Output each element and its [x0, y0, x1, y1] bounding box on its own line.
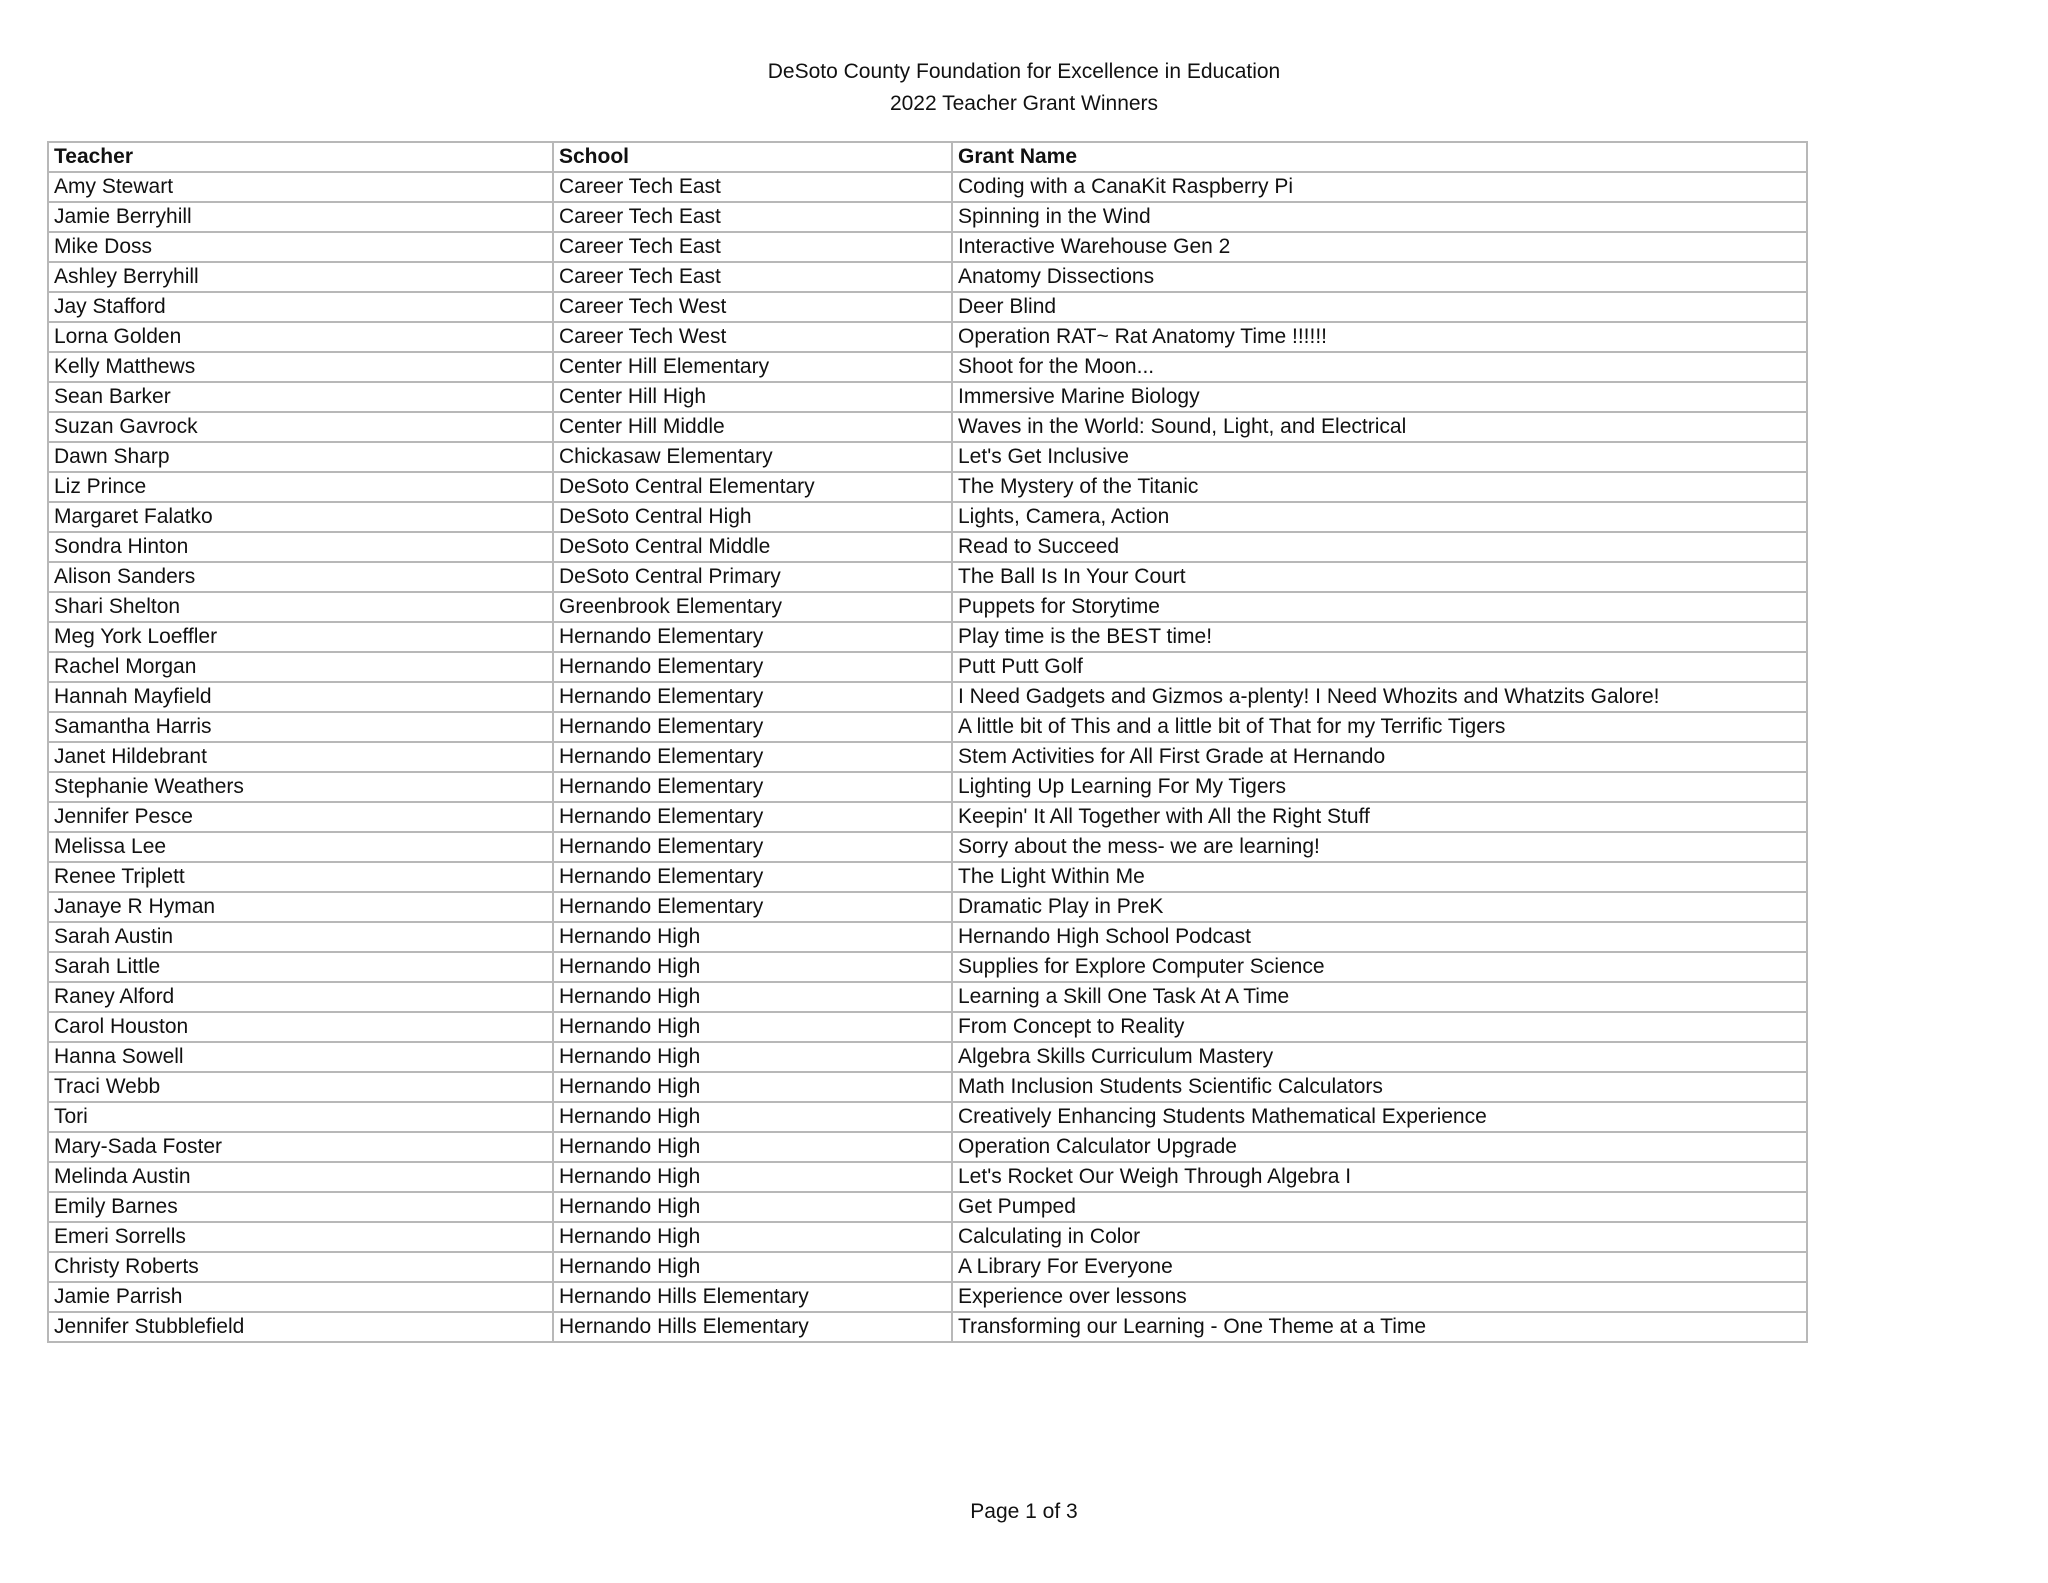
school-cell: Hernando High: [553, 1192, 952, 1222]
school-cell: Hernando Elementary: [553, 682, 952, 712]
grant-name-cell: The Mystery of the Titanic: [952, 472, 1807, 502]
school-cell: Hernando Hills Elementary: [553, 1312, 952, 1342]
grant-name-cell: The Light Within Me: [952, 862, 1807, 892]
grant-name-cell: Shoot for the Moon...: [952, 352, 1807, 382]
teacher-cell: Shari Shelton: [48, 592, 553, 622]
grant-name-cell: Learning a Skill One Task At A Time: [952, 982, 1807, 1012]
school-cell: Greenbrook Elementary: [553, 592, 952, 622]
grant-name-cell: From Concept to Reality: [952, 1012, 1807, 1042]
table-row: [48, 202, 1807, 232]
school-cell: Hernando Elementary: [553, 622, 952, 652]
school-cell: Center Hill Middle: [553, 412, 952, 442]
table-row: [48, 502, 1807, 532]
teacher-cell: Janaye R Hyman: [48, 892, 553, 922]
table-row: [48, 262, 1807, 292]
school-cell: Hernando Elementary: [553, 862, 952, 892]
grant-name-cell: Let's Get Inclusive: [952, 442, 1807, 472]
school-cell: Hernando Hills Elementary: [553, 1282, 952, 1312]
teacher-cell: Ashley Berryhill: [48, 262, 553, 292]
table-row: [48, 682, 1807, 712]
school-cell: Hernando Elementary: [553, 742, 952, 772]
teacher-cell: Sondra Hinton: [48, 532, 553, 562]
table-row: [48, 1102, 1807, 1132]
grant-name-cell: Anatomy Dissections: [952, 262, 1807, 292]
school-cell: Center Hill High: [553, 382, 952, 412]
grant-name-cell: Creatively Enhancing Students Mathematical Experience: [952, 1102, 1807, 1132]
teacher-cell: Jamie Berryhill: [48, 202, 553, 232]
school-cell: Hernando High: [553, 1042, 952, 1072]
school-cell: Hernando High: [553, 1162, 952, 1192]
teacher-cell: Dawn Sharp: [48, 442, 553, 472]
table-row: [48, 982, 1807, 1012]
teacher-cell: Jennifer Pesce: [48, 802, 553, 832]
table-row: [48, 892, 1807, 922]
grant-name-cell: Hernando High School Podcast: [952, 922, 1807, 952]
teacher-cell: Tori: [48, 1102, 553, 1132]
teacher-cell: Jay Stafford: [48, 292, 553, 322]
grant-name-cell: Supplies for Explore Computer Science: [952, 952, 1807, 982]
table-row: [48, 952, 1807, 982]
teacher-cell: Raney Alford: [48, 982, 553, 1012]
grant-name-cell: Stem Activities for All First Grade at Hernando: [952, 742, 1807, 772]
table-row: [48, 802, 1807, 832]
table-row: [48, 742, 1807, 772]
teacher-cell: Stephanie Weathers: [48, 772, 553, 802]
grant-name-cell: Puppets for Storytime: [952, 592, 1807, 622]
teacher-cell: Janet Hildebrant: [48, 742, 553, 772]
table-row: [48, 712, 1807, 742]
school-cell: Hernando High: [553, 1132, 952, 1162]
school-cell: DeSoto Central Elementary: [553, 472, 952, 502]
school-cell: Hernando High: [553, 1222, 952, 1252]
teacher-cell: Sarah Little: [48, 952, 553, 982]
school-cell: DeSoto Central Middle: [553, 532, 952, 562]
table-row: [48, 1132, 1807, 1162]
grant-name-cell: Read to Succeed: [952, 532, 1807, 562]
grant-name-cell: Sorry about the mess- we are learning!: [952, 832, 1807, 862]
teacher-cell: Meg York Loeffler: [48, 622, 553, 652]
grant-name-cell: Lighting Up Learning For My Tigers: [952, 772, 1807, 802]
school-cell: DeSoto Central Primary: [553, 562, 952, 592]
table-row: [48, 922, 1807, 952]
teacher-cell: Renee Triplett: [48, 862, 553, 892]
grant-name-cell: Let's Rocket Our Weigh Through Algebra I: [952, 1162, 1807, 1192]
table-row: [48, 1072, 1807, 1102]
table-row: [48, 442, 1807, 472]
teacher-cell: Mary-Sada Foster: [48, 1132, 553, 1162]
document-header: [0, 56, 2048, 120]
grant-name-cell: Interactive Warehouse Gen 2: [952, 232, 1807, 262]
table-row: [48, 1312, 1807, 1342]
table-row: [48, 352, 1807, 382]
school-cell: Hernando High: [553, 1012, 952, 1042]
table-row: [48, 1282, 1807, 1312]
column-header-grant-name: Grant Name: [952, 142, 1807, 172]
table-row: [48, 1012, 1807, 1042]
grant-name-cell: The Ball Is In Your Court: [952, 562, 1807, 592]
grant-name-cell: A Library For Everyone: [952, 1252, 1807, 1282]
table-row: [48, 862, 1807, 892]
table-header-row: [48, 142, 1807, 172]
grant-name-cell: Coding with a CanaKit Raspberry Pi: [952, 172, 1807, 202]
table-row: [48, 532, 1807, 562]
teacher-cell: Christy Roberts: [48, 1252, 553, 1282]
teacher-cell: Emily Barnes: [48, 1192, 553, 1222]
grant-name-cell: Putt Putt Golf: [952, 652, 1807, 682]
teacher-cell: Sean Barker: [48, 382, 553, 412]
school-cell: Hernando High: [553, 952, 952, 982]
school-cell: Hernando Elementary: [553, 652, 952, 682]
teacher-cell: Jamie Parrish: [48, 1282, 553, 1312]
teacher-cell: Carol Houston: [48, 1012, 553, 1042]
table-row: [48, 1192, 1807, 1222]
school-cell: Chickasaw Elementary: [553, 442, 952, 472]
grant-winners-table: [47, 141, 1808, 1343]
teacher-cell: Amy Stewart: [48, 172, 553, 202]
school-cell: Hernando High: [553, 982, 952, 1012]
teacher-cell: Rachel Morgan: [48, 652, 553, 682]
grant-name-cell: Play time is the BEST time!: [952, 622, 1807, 652]
school-cell: Career Tech East: [553, 202, 952, 232]
school-cell: Center Hill Elementary: [553, 352, 952, 382]
table-row: [48, 382, 1807, 412]
table-row: [48, 562, 1807, 592]
school-cell: Hernando High: [553, 1072, 952, 1102]
grant-name-cell: Dramatic Play in PreK: [952, 892, 1807, 922]
table-row: [48, 472, 1807, 502]
grant-name-cell: Operation RAT~ Rat Anatomy Time !!!!!!: [952, 322, 1807, 352]
grant-name-cell: Lights, Camera, Action: [952, 502, 1807, 532]
teacher-cell: Jennifer Stubblefield: [48, 1312, 553, 1342]
grant-name-cell: Get Pumped: [952, 1192, 1807, 1222]
school-cell: Hernando Elementary: [553, 832, 952, 862]
grant-name-cell: Math Inclusion Students Scientific Calculators: [952, 1072, 1807, 1102]
school-cell: Career Tech East: [553, 232, 952, 262]
teacher-cell: Suzan Gavrock: [48, 412, 553, 442]
teacher-cell: Mike Doss: [48, 232, 553, 262]
grant-name-cell: Transforming our Learning - One Theme at a Time: [952, 1312, 1807, 1342]
school-cell: Hernando Elementary: [553, 892, 952, 922]
teacher-cell: Liz Prince: [48, 472, 553, 502]
table-row: [48, 322, 1807, 352]
teacher-cell: Hanna Sowell: [48, 1042, 553, 1072]
school-cell: Career Tech West: [553, 322, 952, 352]
grant-name-cell: Waves in the World: Sound, Light, and Electrical: [952, 412, 1807, 442]
table-row: [48, 1162, 1807, 1192]
school-cell: DeSoto Central High: [553, 502, 952, 532]
grant-name-cell: Experience over lessons: [952, 1282, 1807, 1312]
page-number: Page 1 of 3: [970, 1500, 1078, 1523]
teacher-cell: Samantha Harris: [48, 712, 553, 742]
column-header-teacher: Teacher: [48, 142, 553, 172]
table-row: [48, 412, 1807, 442]
grant-name-cell: I Need Gadgets and Gizmos a-plenty! I Need Whozits and Whatzits Galore!: [952, 682, 1807, 712]
teacher-cell: Traci Webb: [48, 1072, 553, 1102]
school-cell: Hernando Elementary: [553, 772, 952, 802]
table-row: [48, 772, 1807, 802]
table-row: [48, 1222, 1807, 1252]
grant-name-cell: Spinning in the Wind: [952, 202, 1807, 232]
table-row: [48, 832, 1807, 862]
school-cell: Hernando High: [553, 1252, 952, 1282]
table-row: [48, 592, 1807, 622]
table-row: [48, 172, 1807, 202]
grant-name-cell: Algebra Skills Curriculum Mastery: [952, 1042, 1807, 1072]
column-header-school: School: [553, 142, 952, 172]
grant-name-cell: Immersive Marine Biology: [952, 382, 1807, 412]
grant-name-cell: Calculating in Color: [952, 1222, 1807, 1252]
school-cell: Hernando High: [553, 1102, 952, 1132]
teacher-cell: Melissa Lee: [48, 832, 553, 862]
table-row: [48, 292, 1807, 322]
grant-name-cell: A little bit of This and a little bit of That for my Terrific Tigers: [952, 712, 1807, 742]
grant-name-cell: Deer Blind: [952, 292, 1807, 322]
teacher-cell: Lorna Golden: [48, 322, 553, 352]
school-cell: Career Tech West: [553, 292, 952, 322]
teacher-cell: Margaret Falatko: [48, 502, 553, 532]
teacher-cell: Emeri Sorrells: [48, 1222, 553, 1252]
table-row: [48, 622, 1807, 652]
school-cell: Hernando Elementary: [553, 802, 952, 832]
table-row: [48, 1252, 1807, 1282]
teacher-cell: Alison Sanders: [48, 562, 553, 592]
teacher-cell: Sarah Austin: [48, 922, 553, 952]
school-cell: Career Tech East: [553, 262, 952, 292]
teacher-cell: Melinda Austin: [48, 1162, 553, 1192]
teacher-cell: Hannah Mayfield: [48, 682, 553, 712]
table-row: [48, 1042, 1807, 1072]
table-body: [48, 172, 1807, 1342]
grant-name-cell: Operation Calculator Upgrade: [952, 1132, 1807, 1162]
school-cell: Career Tech East: [553, 172, 952, 202]
table-row: [48, 232, 1807, 262]
school-cell: Hernando High: [553, 922, 952, 952]
grant-name-cell: Keepin' It All Together with All the Right Stuff: [952, 802, 1807, 832]
document-subtitle: 2022 Teacher Grant Winners: [889, 92, 1159, 115]
document-title: DeSoto County Foundation for Excellence in Education: [767, 60, 1281, 83]
teacher-cell: Kelly Matthews: [48, 352, 553, 382]
table-row: [48, 652, 1807, 682]
school-cell: Hernando Elementary: [553, 712, 952, 742]
